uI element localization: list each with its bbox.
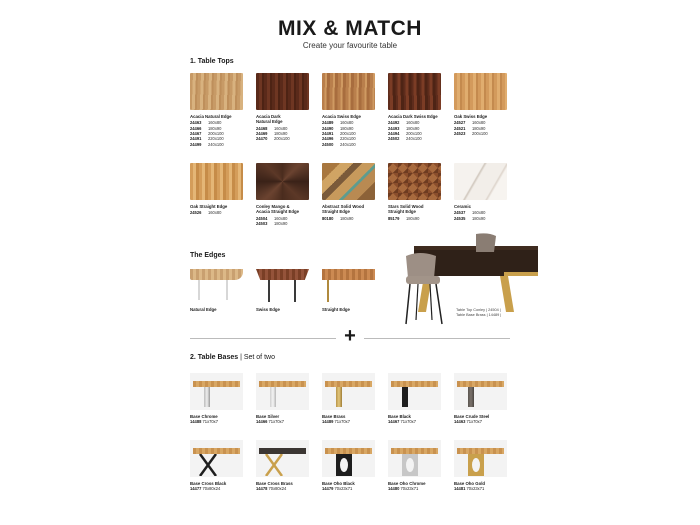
base-name: Base Cross Black: [190, 481, 227, 486]
wood-swatch: [388, 163, 441, 200]
edge-tile: [322, 266, 375, 312]
edge-tile: [190, 266, 243, 312]
sku-row: 24468 160x80: [256, 125, 288, 131]
table-base-tile: [256, 440, 309, 492]
base-name: Base Oho Black: [322, 481, 355, 486]
page-title: MIX & MATCH: [278, 17, 422, 40]
table-top-tile: [388, 73, 441, 142]
base-name: Base Brass: [322, 414, 346, 419]
base-sku: 14463 71x70x7: [454, 419, 483, 425]
base-oho-gold-illustration: [454, 440, 507, 477]
base-name: Base Oho Gold: [454, 481, 486, 486]
sku-row: 24491 200x100: [322, 131, 356, 136]
sku-row: 24490 180x90: [322, 125, 354, 131]
sku-row: 85179 180x90: [388, 215, 420, 221]
table-top-tile: [256, 73, 309, 142]
base-black-illustration: [388, 373, 441, 410]
sku-row: 24527 160x80: [454, 120, 486, 126]
base-sku: 14466 71x70x7: [256, 419, 285, 425]
sku-row: 24523 200x100: [454, 131, 488, 136]
table-base-tile: [454, 440, 507, 492]
straight-edge-illustration: [322, 266, 375, 303]
base-sku: 14477 70x80x24: [190, 486, 221, 492]
base-brass-illustration: [322, 373, 375, 410]
base-sku: 14489 71x70x7: [322, 419, 351, 425]
sku-row: 24496 220x100: [322, 136, 356, 142]
tile-name: Ceramic: [454, 204, 471, 209]
wood-swatch: [190, 163, 243, 200]
page-subtitle: Create your favourite table: [302, 41, 398, 50]
base-cross-brass-illustration: [256, 440, 309, 477]
table-top-tile: [256, 163, 309, 226]
base-cross-black-illustration: [190, 440, 243, 477]
table-top-tile: [322, 163, 375, 221]
sku-row: 24504 160x80: [256, 215, 288, 221]
plus-icon: +: [344, 325, 356, 347]
swiss-edge-illustration: [256, 266, 309, 303]
sku-row: 24470 200x100: [256, 136, 290, 142]
base-sku: 14467 71x70x7: [388, 419, 417, 425]
wood-swatch: [322, 163, 375, 200]
table-base-tile: [256, 373, 309, 425]
edge-name: Natural Edge: [190, 307, 217, 312]
wood-swatch: [256, 163, 309, 200]
table-top-tile: [190, 73, 243, 147]
table-top-tile: [190, 163, 243, 216]
sku-row: 24502 240x100: [388, 136, 422, 142]
wood-swatch: [322, 73, 375, 110]
sku-row: 24537 160x80: [454, 210, 486, 216]
wood-swatch: [454, 73, 507, 110]
ceramic-swatch: [454, 163, 507, 200]
base-sku: 14479 70x23x71: [322, 486, 353, 492]
table-base-tile: [388, 373, 441, 425]
wood-swatch: [190, 73, 243, 110]
sku-row: 24494 200x100: [388, 131, 422, 136]
tile-name: Abstract Solid Wood Straight Edge: [322, 204, 365, 215]
sku-row: 24469 180x90: [256, 131, 288, 137]
table-base-tile: [322, 373, 375, 425]
base-sku: 14481 70x23x71: [454, 486, 485, 492]
base-name: Base Crude Steel: [454, 414, 490, 419]
table-top-tile: [454, 73, 507, 136]
base-crude-steel-illustration: [454, 373, 507, 410]
tile-name: Acacia Dark Swiss Edge: [388, 114, 438, 119]
sku-row: 24489 160x80: [322, 120, 354, 126]
section-heading-edges: The Edges: [190, 252, 226, 259]
edge-tile: [256, 266, 309, 312]
tile-name: Acacia Dark Natural Edge: [256, 114, 283, 125]
sku-row: 24535 180x90: [454, 215, 486, 221]
sku-row: 24503 180x90: [256, 221, 288, 227]
edge-name: Straight Edge: [322, 307, 350, 312]
section-heading-table-bases: 2. Table Bases | Set of two: [190, 354, 275, 361]
sku-row: 24526 160x80: [190, 210, 222, 216]
base-sku: 14488 71x70x7: [190, 419, 219, 425]
table-base-tile: [190, 373, 243, 425]
tile-name: Acacia Natural Edge: [190, 114, 232, 119]
base-oho-black-illustration: [322, 440, 375, 477]
table-top-tile: [322, 73, 375, 147]
tile-name: Oak Straight Edge: [190, 204, 228, 209]
sku-row: 24466 180x90: [190, 125, 222, 131]
divider-right: [364, 338, 510, 339]
sku-row: 24521 180x90: [454, 125, 486, 131]
sku-row: 24491 220x100: [190, 136, 224, 142]
table-base-tile: [454, 373, 507, 425]
table-top-tile: [388, 163, 441, 221]
base-name: Base Chrome: [190, 414, 218, 419]
sku-row: 24467 200x100: [190, 131, 224, 136]
tile-name: Acacia Swiss Edge: [322, 114, 361, 119]
table-base-tile: [322, 440, 375, 492]
table-top-tile: [454, 163, 507, 221]
natural-edge-illustration: [190, 266, 243, 303]
table-base-tile: [388, 440, 441, 492]
edge-name: Swiss Edge: [256, 307, 280, 312]
sku-row: 24493 180x90: [388, 125, 420, 131]
tile-name: Oak Swiss Edge: [454, 114, 488, 119]
photo-caption: Table Top Conley | 24504 | Table Base Brass | 14489 |: [456, 308, 502, 317]
divider-left: [190, 338, 336, 339]
base-name: Base Oho Chrome: [388, 481, 426, 486]
tile-name: Stars Solid Wood Straight Edge: [388, 204, 424, 215]
wood-swatch: [388, 73, 441, 110]
tile-name: Conley Mango & Acacia Straight Edge: [256, 204, 299, 215]
base-sku: 14478 70x80x24: [256, 486, 287, 492]
sku-row: 24500 240x100: [322, 141, 356, 147]
base-name: Base Silver: [256, 414, 280, 419]
sku-row: 24492 160x80: [388, 120, 420, 126]
base-sku: 14480 70x23x71: [388, 486, 419, 492]
table-base-tile: [190, 440, 243, 492]
base-name: Base Cross Brass: [256, 481, 293, 486]
sku-row: 80180 180x90: [322, 215, 354, 221]
sku-row: 24499 240x100: [190, 141, 224, 147]
base-silver-illustration: [256, 373, 309, 410]
base-oho-chrome-illustration: [388, 440, 441, 477]
section-heading-table-tops: 1. Table Tops: [190, 58, 234, 65]
base-name: Base Black: [388, 414, 411, 419]
base-chrome-illustration: [190, 373, 243, 410]
wood-swatch: [256, 73, 309, 110]
sku-row: 24463 160x80: [190, 120, 222, 126]
